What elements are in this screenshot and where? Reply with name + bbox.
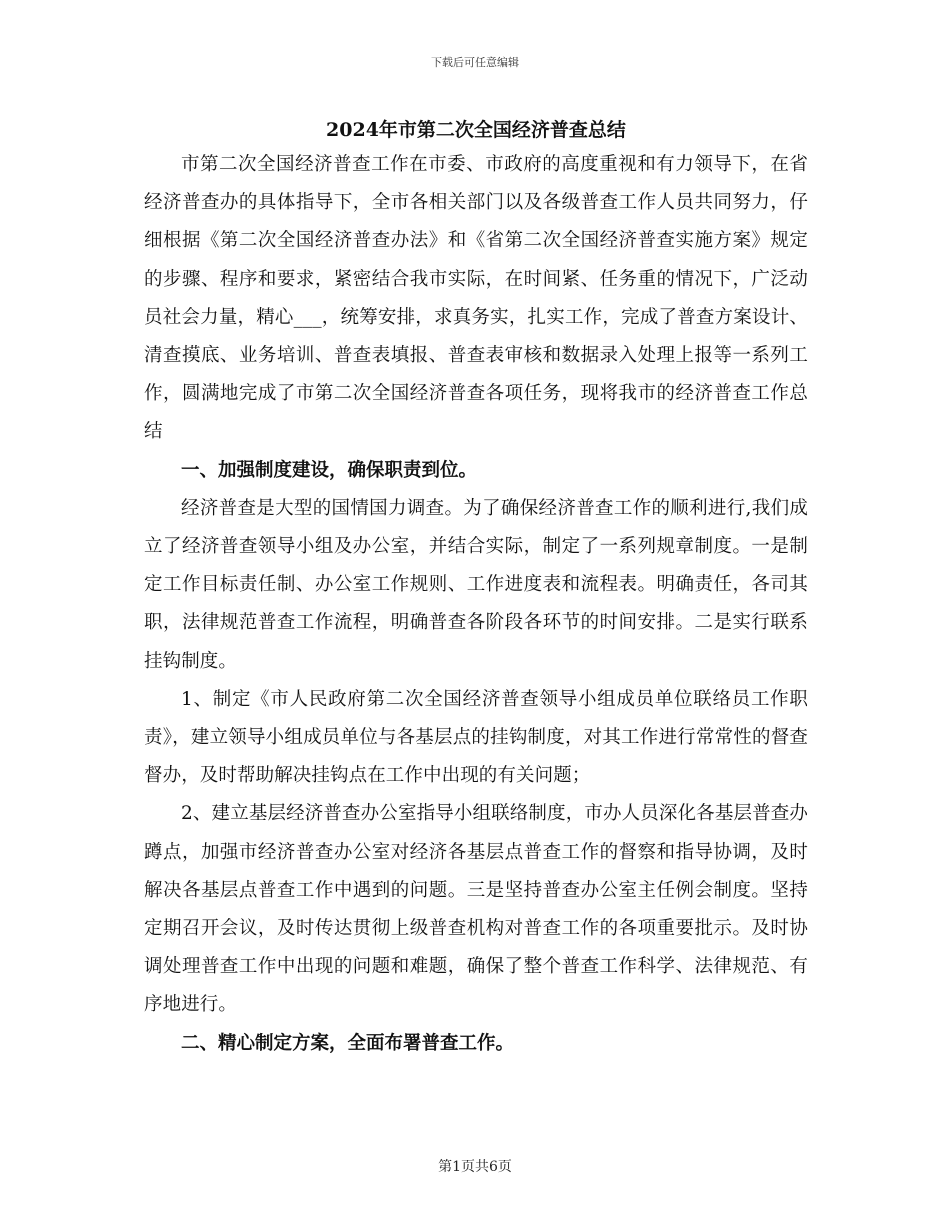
page-number: 第1页共6页 [438,1159,512,1175]
section-1-paragraph-2: 1、制定《市人民政府第二次全国经济普查领导小组成员单位联络员工作职责》，建立领导小组成员单位与各基层点的挂钩制度，对其工作进行常常性的督查督办，及时帮助解决挂钩点在工作中出现的有关问题； [144,688,808,787]
edit-note: 下载后可任意编辑 [431,56,519,69]
section-1-heading: 一、加强制度建设，确保职责到位。 [181,459,478,481]
document-body [144,114,808,1063]
intro-paragraph: 市第二次全国经济普查工作在市委、市政府的高度重视和有力领导下，在省经济普查办的具体指导下，全市各相关部门以及各级普查工作人员共同努力，仔细根据《第二次全国经济普查办法》和《省第二次全国经济普查实施方案》规定的步骤、程序和要求，紧密结合我市实际，在时间紧、任务重的情况下，广泛动员社会力量，精心___，统筹安排，求真务实，扎实工作，完成了普查方案设计、清查摸底、业务培训、普查表填报、普查表审核和数据录入处理上报等一系列工作，圆满地完成了市第二次全国经济普查各项任务，现将我市的经济普查工作总结 [144,154,808,443]
section-1-paragraph-1: 经济普查是大型的国情国力调查。为了确保经济普查工作的顺利进行,我们成立了经济普查领导小组及办公室，并结合实际，制定了一系列规章制度。一是制定工作目标责任制、办公室工作规则、工作进度表和流程表。明确责任，各司其职，法律规范普查工作流程，明确普查各阶段各环节的时间安排。二是实行联系挂钩制度。 [144,497,808,672]
section-2-heading: 二、精心制定方案，全面布署普查工作。 [181,1032,515,1054]
document-title: 2024年市第二次全国经济普查总结 [326,119,626,141]
section-1-paragraph-3: 2、建立基层经济普查办公室指导小组联络制度，市办人员深化各基层普查办蹲点，加强市经济普查办公室对经济各基层点普查工作的督察和指导协调，及时解决各基层点普查工作中遇到的问题。三是坚持普查办公室主任例会制度。坚持定期召开会议，及时传达贯彻上级普查机构对普查工作的各项重要批示。及时协调处理普查工作中出现的问题和难题，确保了整个普查工作科学、法律规范、有序地进行。 [144,803,808,1016]
